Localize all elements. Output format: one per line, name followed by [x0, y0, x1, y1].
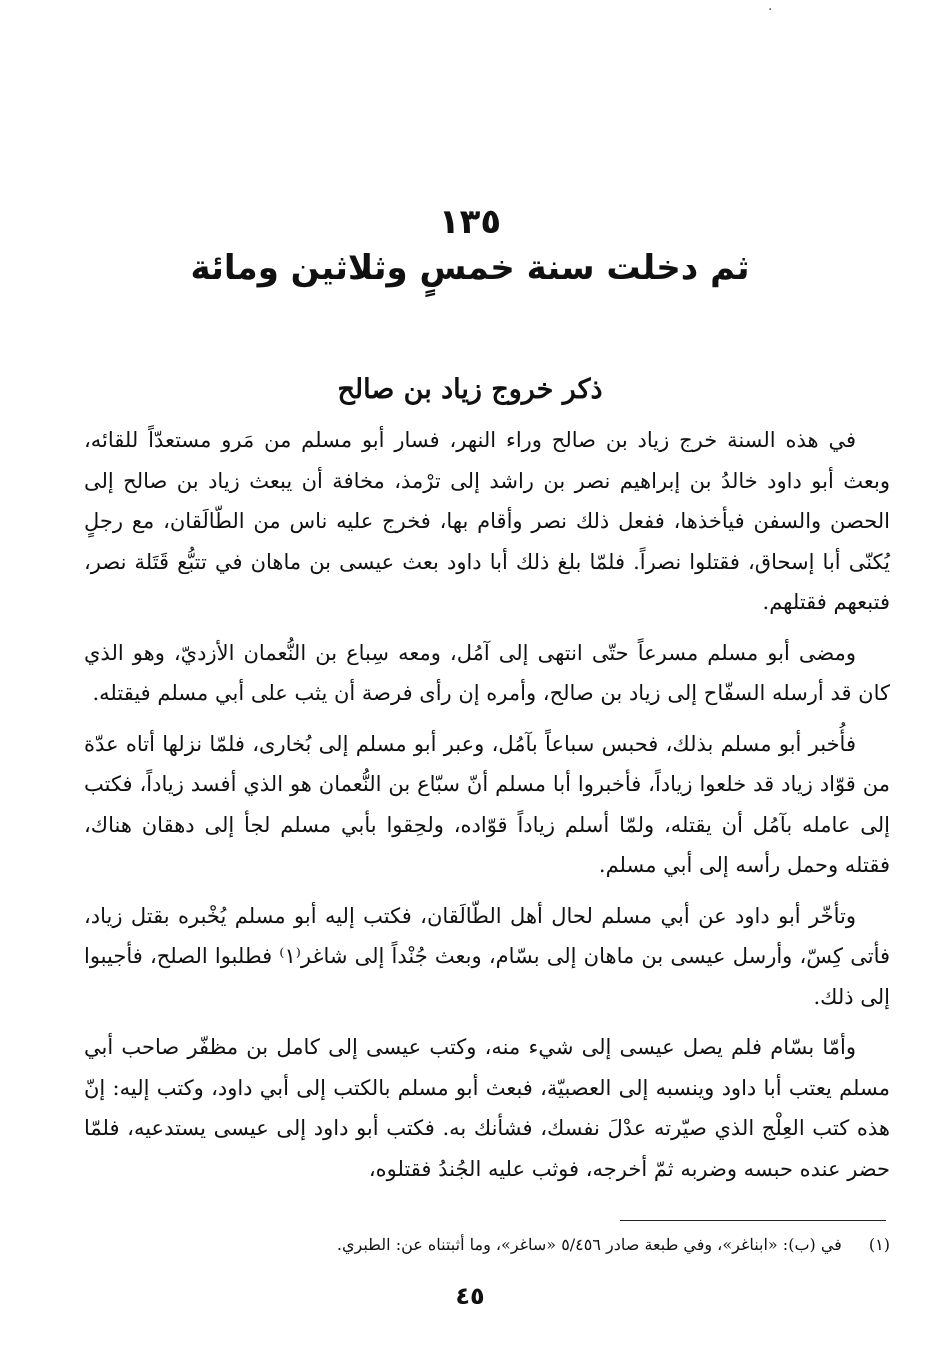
paragraph: فأُخبر أبو مسلم بذلك، فحبس سباعاً بآمُل، وعبر أبو مسلم إلى بُخارى، فلمّا نزلها أتاه عدّة من قوّاد زياد قد خلعوا زياداً، فأخبروا أبا مسلم أنّ سبّاع بن النُّعمان هو الذي أفسد زياداً، فكتب إلى عامله بآمُل أن يقتله، ولمّا أسلم زياداً قوّاده، ولحِقوا بأبي مسلم لجأ إلى دهقان هناك، فقتله وحمل رأسه إلى أبي مسلم. — [84, 731, 890, 877]
paragraph: ومضى أبو مسلم مسرعاً حتّى انتهى إلى آمُل، ومعه سِباع بن النُّعمان الأزديّ، وهو الذي كان قد أرسله السفّاح إلى زياد بن صالح، وأمره إن رأى فرصة أن يثب على أبي مسلم فيقتله. — [84, 640, 890, 705]
paragraph: وتأخّر أبو داود عن أبي مسلم لحال أهل الطّالَقان، فكتب إليه أبو مسلم يُخْبره بقتل زياد، فأتى كِسّ، وأرسل عيسى بن ماهان إلى بسّام، وبعث جُنْداً إلى شاغر⁽١⁾ فطلبوا الصلح، فأجيبوا إلى ذلك. — [84, 903, 891, 1009]
body-text — [84, 420, 890, 1199]
footnote — [84, 1230, 890, 1260]
corner-mark: · — [768, 2, 773, 18]
paragraph: وأمّا بسّام فلم يصل عيسى إلى شيء منه، وكتب عيسى إلى كامل بن مظفّر صاحب أبي مسلم يعتب أبا داود وينسبه إلى العصبيّة، فبعث أبو مسلم بالكتب إلى أبي داود، وكتب إليه: إنّ هذه كتب العِلْج الذي صيّرته عدْلَ نفسك، فشأنك به. فكتب أبو داود إلى عيسى يستدعيه، فلمّا حضر عنده حبسه وضربه ثمّ أخرجه، فوثب عليه الجُندُ فقتلوه، — [84, 1035, 890, 1181]
chapter-title: ثم دخلت سنة خمسٍ وثلاثين ومائة — [190, 248, 750, 288]
footnote-divider — [620, 1220, 886, 1221]
footnote-text: في (ب): «ابناغر»، وفي طبعة صادر ٥/٤٥٦ «ساغر»، وما أثبتناه عن: الطبري. — [336, 1235, 842, 1254]
year-number: ١٣٥ — [438, 202, 502, 242]
footnote-marker: (١) — [868, 1235, 890, 1254]
section-heading: ذكر خروج زياد بن صالح — [337, 374, 603, 405]
paragraph: في هذه السنة خرج زياد بن صالح وراء النهر، فسار أبو مسلم من مَرو مستعدّاً للقائه، وبعث أبو داود خالدُ بن إبراهيم نصر بن راشد إلى ترْمذ، مخافة أن يبعث زياد بن صالح إلى الحصن والسفن فيأخذها، ففعل ذلك نصر وأقام بها، فخرج عليه ناس من الطّالَقان، مع رجلٍ يُكنّى أبا إسحاق، فقتلوا نصراً. فلمّا بلغ ذلك أبا داود بعث عيسى بن ماهان في تتبُّع قَتَلة نصر، فتبعهم فقتلهم. — [84, 428, 890, 614]
page-number: ٤٥ — [455, 1282, 485, 1310]
